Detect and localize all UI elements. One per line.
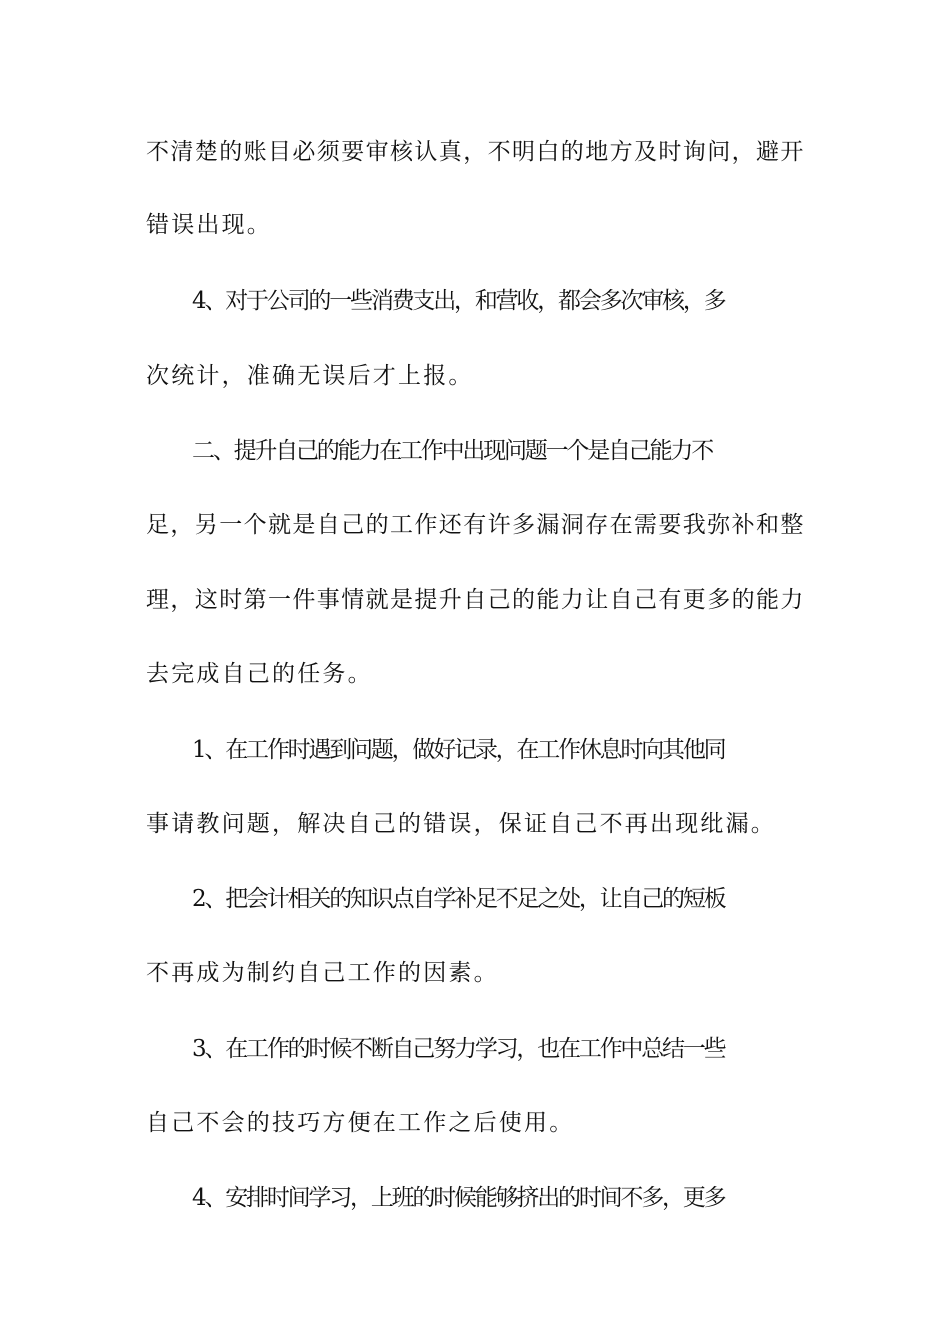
text-line: 自己不会的技巧方便在工作之后使用。	[146, 1110, 575, 1136]
text-line: 4、对于公司的一些消费支出，和营收，都会多次审核，多	[192, 288, 725, 314]
text-line: 不清楚的账目必须要审核认真，不明白的地方及时询问，避开	[146, 139, 805, 165]
text-line: 二、提升自己的能力在工作中出现问题一个是自己能力不	[192, 438, 713, 464]
text-line: 理，这时第一件事情就是提升自己的能力让自己有更多的能力	[146, 587, 805, 613]
text-line: 足，另一个就是自己的工作还有许多漏洞存在需要我弥补和整	[146, 512, 805, 538]
text-line: 不再成为制约自己工作的因素。	[146, 960, 499, 986]
text-line: 1、在工作时遇到问题，做好记录，在工作休息时向其他同	[192, 737, 725, 763]
text-line: 去完成自己的任务。	[146, 661, 373, 687]
text-line: 事请教问题，解决自己的错误，保证自己不再出现纰漏。	[146, 811, 776, 837]
text-line: 3、在工作的时候不断自己努力学习，也在工作中总结一些	[192, 1036, 725, 1062]
text-line: 2、把会计相关的知识点自学补足不足之处，让自己的短板	[192, 886, 725, 912]
text-line: 次统计，准确无误后才上报。	[146, 363, 474, 389]
text-line: 4、安排时间学习，上班的时候能够挤出的时间不多，更多	[192, 1185, 725, 1211]
text-line: 错误出现。	[146, 212, 272, 238]
